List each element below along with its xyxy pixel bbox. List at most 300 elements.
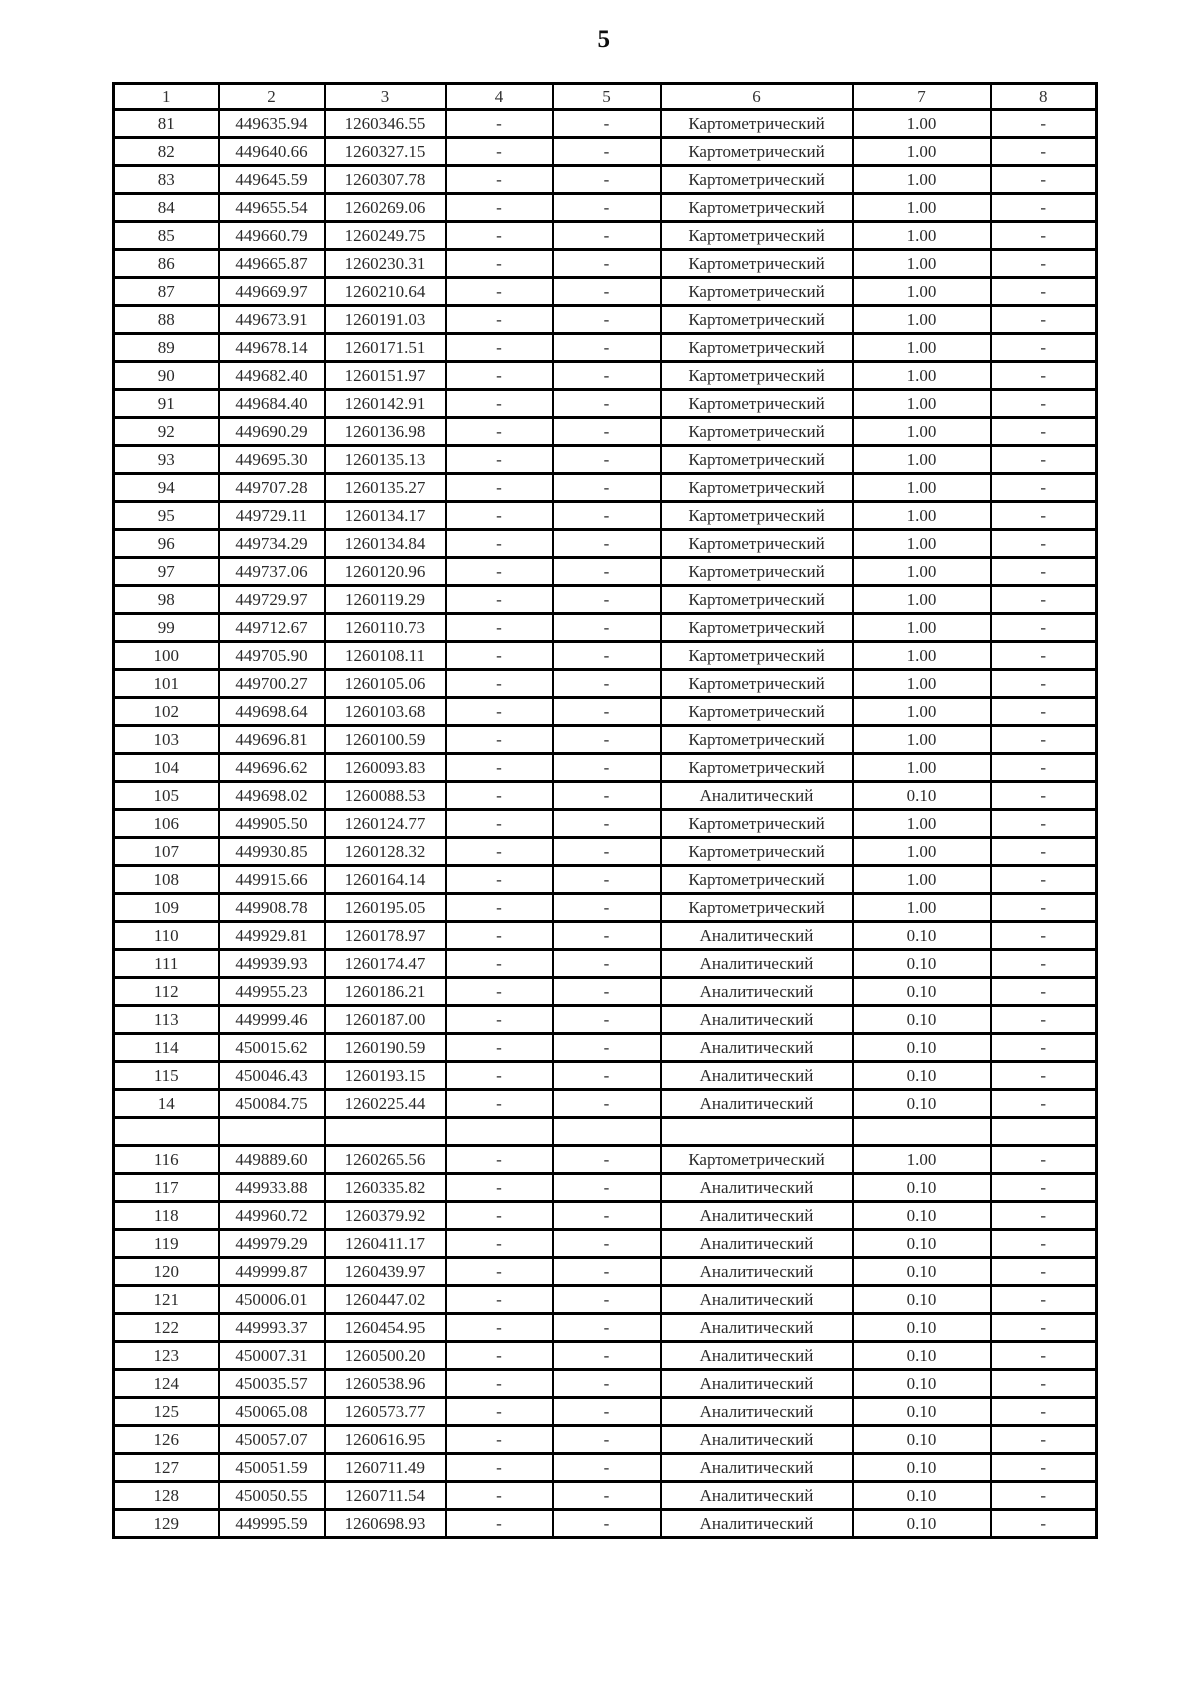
- table-cell: -: [991, 1342, 1097, 1370]
- table-row: [114, 1146, 1097, 1174]
- table-cell: 102: [114, 698, 219, 726]
- table-cell: 106: [114, 810, 219, 838]
- table-cell: 1260249.75: [325, 222, 446, 250]
- table-cell: Аналитический: [661, 1482, 853, 1510]
- table-cell: 0.10: [853, 1006, 991, 1034]
- table-cell: 1.00: [853, 670, 991, 698]
- table-cell: 449737.06: [219, 558, 325, 586]
- table-cell: -: [991, 894, 1097, 922]
- table-cell: 1.00: [853, 334, 991, 362]
- table-cell: 1260136.98: [325, 418, 446, 446]
- table-cell: [325, 1118, 446, 1146]
- table-cell: -: [553, 1370, 661, 1398]
- table-cell: -: [446, 950, 553, 978]
- table-cell: 1260269.06: [325, 194, 446, 222]
- table-cell: -: [553, 698, 661, 726]
- table-cell: -: [553, 838, 661, 866]
- table-cell: -: [446, 110, 553, 138]
- table-row: [114, 1034, 1097, 1062]
- table-cell: -: [991, 782, 1097, 810]
- table-cell: -: [553, 1202, 661, 1230]
- column-header: 6: [661, 84, 853, 110]
- table-cell: -: [446, 894, 553, 922]
- table-row: [114, 334, 1097, 362]
- table-cell: 1.00: [853, 278, 991, 306]
- table-cell: -: [991, 698, 1097, 726]
- table-row: [114, 1090, 1097, 1118]
- table-cell: -: [991, 978, 1097, 1006]
- table-cell: 1.00: [853, 1146, 991, 1174]
- table-cell: 449698.02: [219, 782, 325, 810]
- table-cell: -: [991, 222, 1097, 250]
- table-cell: -: [991, 1286, 1097, 1314]
- table-cell: -: [553, 334, 661, 362]
- table-cell: Картометрический: [661, 810, 853, 838]
- table-cell: -: [446, 446, 553, 474]
- table-cell: -: [553, 978, 661, 1006]
- table-cell: 1260698.93: [325, 1510, 446, 1538]
- table-cell: 1260307.78: [325, 166, 446, 194]
- table-cell: Картометрический: [661, 194, 853, 222]
- table-cell: 1260124.77: [325, 810, 446, 838]
- table-cell: -: [991, 726, 1097, 754]
- table-cell: Аналитический: [661, 1314, 853, 1342]
- table-cell: -: [991, 1370, 1097, 1398]
- table-row: [114, 586, 1097, 614]
- table-cell: -: [446, 418, 553, 446]
- table-cell: 1260327.15: [325, 138, 446, 166]
- table-cell: -: [553, 278, 661, 306]
- table-cell: -: [553, 1342, 661, 1370]
- table-cell: 1260191.03: [325, 306, 446, 334]
- table-cell: -: [553, 1230, 661, 1258]
- table-cell: Картометрический: [661, 250, 853, 278]
- table-cell: 1260135.27: [325, 474, 446, 502]
- table-cell: 449993.37: [219, 1314, 325, 1342]
- table-cell: 112: [114, 978, 219, 1006]
- table-cell: -: [991, 1006, 1097, 1034]
- table-row: [114, 1482, 1097, 1510]
- table-cell: 449696.81: [219, 726, 325, 754]
- table-cell: -: [553, 642, 661, 670]
- table-cell: [853, 1118, 991, 1146]
- table-cell: 1260447.02: [325, 1286, 446, 1314]
- table-cell: 1.00: [853, 810, 991, 838]
- table-cell: 450006.01: [219, 1286, 325, 1314]
- table-cell: -: [446, 1426, 553, 1454]
- table-cell: 449939.93: [219, 950, 325, 978]
- table-cell: 101: [114, 670, 219, 698]
- table-cell: -: [553, 1174, 661, 1202]
- table-cell: 449684.40: [219, 390, 325, 418]
- table-cell: -: [446, 334, 553, 362]
- table-cell: 0.10: [853, 1370, 991, 1398]
- table-row: [114, 1230, 1097, 1258]
- table-cell: 1260128.32: [325, 838, 446, 866]
- table-cell: 0.10: [853, 1510, 991, 1538]
- table-cell: Картометрический: [661, 110, 853, 138]
- table-cell: 82: [114, 138, 219, 166]
- table-cell: [446, 1118, 553, 1146]
- table-cell: Аналитический: [661, 1286, 853, 1314]
- table-cell: -: [991, 138, 1097, 166]
- table-row: [114, 110, 1097, 138]
- table-cell: -: [446, 306, 553, 334]
- table-cell: 1260230.31: [325, 250, 446, 278]
- table-row: [114, 838, 1097, 866]
- table-cell: -: [446, 1370, 553, 1398]
- table-cell: Картометрический: [661, 642, 853, 670]
- table-cell: -: [553, 1146, 661, 1174]
- table-cell: 0.10: [853, 1258, 991, 1286]
- table-cell: 0.10: [853, 1482, 991, 1510]
- table-cell: 0.10: [853, 1034, 991, 1062]
- table-cell: 110: [114, 922, 219, 950]
- table-cell: -: [991, 1482, 1097, 1510]
- table-cell: Картометрический: [661, 838, 853, 866]
- table-cell: Картометрический: [661, 166, 853, 194]
- table-cell: -: [991, 166, 1097, 194]
- table-cell: 122: [114, 1314, 219, 1342]
- table-cell: -: [991, 1398, 1097, 1426]
- table-cell: -: [446, 1202, 553, 1230]
- table-cell: 0.10: [853, 1398, 991, 1426]
- table-cell: -: [991, 390, 1097, 418]
- table-cell: 1.00: [853, 502, 991, 530]
- table-cell: 1260142.91: [325, 390, 446, 418]
- table-cell: 107: [114, 838, 219, 866]
- coordinates-table: [112, 82, 1098, 1539]
- table-cell: 450015.62: [219, 1034, 325, 1062]
- table-cell: [991, 1118, 1097, 1146]
- table-cell: -: [446, 754, 553, 782]
- table-cell: 113: [114, 1006, 219, 1034]
- table-row: [114, 698, 1097, 726]
- table-cell: 94: [114, 474, 219, 502]
- table-row: [114, 1398, 1097, 1426]
- table-cell: 1.00: [853, 418, 991, 446]
- table-cell: Картометрический: [661, 558, 853, 586]
- table-cell: -: [991, 1454, 1097, 1482]
- table-row: [114, 1314, 1097, 1342]
- table-row: [114, 670, 1097, 698]
- table-cell: 14: [114, 1090, 219, 1118]
- table-cell: [114, 1118, 219, 1146]
- table-cell: -: [446, 194, 553, 222]
- table-cell: 0.10: [853, 782, 991, 810]
- table-cell: -: [446, 1286, 553, 1314]
- table-cell: 449905.50: [219, 810, 325, 838]
- table-row: [114, 390, 1097, 418]
- table-cell: -: [991, 614, 1097, 642]
- table-cell: 1.00: [853, 138, 991, 166]
- table-cell: -: [553, 782, 661, 810]
- table-cell: Картометрический: [661, 418, 853, 446]
- table-cell: -: [446, 1258, 553, 1286]
- table-cell: -: [446, 1482, 553, 1510]
- table-cell: Картометрический: [661, 362, 853, 390]
- table-cell: -: [991, 586, 1097, 614]
- table-cell: -: [553, 1314, 661, 1342]
- table-cell: 95: [114, 502, 219, 530]
- table-cell: 0.10: [853, 1426, 991, 1454]
- table-cell: 449696.62: [219, 754, 325, 782]
- table-cell: 1.00: [853, 558, 991, 586]
- table-cell: -: [991, 950, 1097, 978]
- table-cell: -: [446, 642, 553, 670]
- table-cell: 449915.66: [219, 866, 325, 894]
- table-cell: -: [446, 362, 553, 390]
- table-cell: -: [553, 166, 661, 194]
- table-cell: 1260134.17: [325, 502, 446, 530]
- table-cell: 1.00: [853, 754, 991, 782]
- table-cell: Картометрический: [661, 474, 853, 502]
- table-cell: -: [446, 1454, 553, 1482]
- table-cell: -: [553, 754, 661, 782]
- table-cell: 1.00: [853, 250, 991, 278]
- table-cell: 450035.57: [219, 1370, 325, 1398]
- table-cell: 1260711.49: [325, 1454, 446, 1482]
- table-cell: 109: [114, 894, 219, 922]
- table-cell: 1.00: [853, 530, 991, 558]
- table-cell: -: [991, 1034, 1097, 1062]
- table-cell: Аналитический: [661, 1174, 853, 1202]
- table-cell: Аналитический: [661, 1062, 853, 1090]
- table-cell: Аналитический: [661, 782, 853, 810]
- table-cell: 1260135.13: [325, 446, 446, 474]
- table-row: [114, 278, 1097, 306]
- table-cell: 1260190.59: [325, 1034, 446, 1062]
- table-cell: -: [553, 110, 661, 138]
- table-cell: Картометрический: [661, 698, 853, 726]
- table-row: [114, 726, 1097, 754]
- table-cell: -: [991, 250, 1097, 278]
- table-cell: -: [446, 698, 553, 726]
- table-cell: 87: [114, 278, 219, 306]
- table-cell: -: [553, 250, 661, 278]
- table-cell: [219, 1118, 325, 1146]
- table-cell: Аналитический: [661, 1342, 853, 1370]
- table-cell: -: [553, 894, 661, 922]
- table-cell: -: [991, 642, 1097, 670]
- table-cell: 1260134.84: [325, 530, 446, 558]
- table-cell: -: [991, 1174, 1097, 1202]
- table-cell: -: [991, 1314, 1097, 1342]
- table-cell: 450007.31: [219, 1342, 325, 1370]
- table-cell: 449700.27: [219, 670, 325, 698]
- table-cell: 449665.87: [219, 250, 325, 278]
- table-cell: Аналитический: [661, 1034, 853, 1062]
- table-cell: -: [553, 306, 661, 334]
- table-cell: [661, 1118, 853, 1146]
- table-cell: 96: [114, 530, 219, 558]
- table-cell: 0.10: [853, 1230, 991, 1258]
- table-cell: 103: [114, 726, 219, 754]
- table-cell: -: [553, 1426, 661, 1454]
- table-cell: -: [553, 1482, 661, 1510]
- table-cell: 1260265.56: [325, 1146, 446, 1174]
- table-row: [114, 446, 1097, 474]
- table-cell: 449955.23: [219, 978, 325, 1006]
- table-cell: -: [991, 306, 1097, 334]
- table-cell: 0.10: [853, 1286, 991, 1314]
- table-cell: 0.10: [853, 1314, 991, 1342]
- table-cell: 0.10: [853, 1062, 991, 1090]
- table-cell: -: [991, 474, 1097, 502]
- table-cell: 0.10: [853, 1202, 991, 1230]
- table-cell: -: [446, 530, 553, 558]
- table-cell: 450057.07: [219, 1426, 325, 1454]
- table-cell: 449734.29: [219, 530, 325, 558]
- table-cell: 1260093.83: [325, 754, 446, 782]
- table-cell: -: [446, 250, 553, 278]
- table-cell: 449908.78: [219, 894, 325, 922]
- table-cell: 1260178.97: [325, 922, 446, 950]
- table-body: [114, 110, 1097, 1538]
- table-row: [114, 1258, 1097, 1286]
- table-cell: Картометрический: [661, 502, 853, 530]
- table-cell: -: [446, 558, 553, 586]
- table-cell: -: [991, 810, 1097, 838]
- table-cell: 97: [114, 558, 219, 586]
- table-cell: 116: [114, 1146, 219, 1174]
- table-cell: -: [553, 418, 661, 446]
- table-cell: -: [553, 194, 661, 222]
- table-cell: 125: [114, 1398, 219, 1426]
- table-cell: 449678.14: [219, 334, 325, 362]
- table-cell: 0.10: [853, 950, 991, 978]
- table-cell: 1260110.73: [325, 614, 446, 642]
- table-cell: -: [446, 222, 553, 250]
- table-cell: Аналитический: [661, 978, 853, 1006]
- table-cell: Картометрический: [661, 530, 853, 558]
- table-cell: 1.00: [853, 698, 991, 726]
- table-cell: -: [553, 138, 661, 166]
- table-cell: 1260538.96: [325, 1370, 446, 1398]
- table-cell: 449929.81: [219, 922, 325, 950]
- table-cell: 449930.85: [219, 838, 325, 866]
- table-cell: -: [553, 530, 661, 558]
- table-cell: Аналитический: [661, 1370, 853, 1398]
- table-cell: -: [991, 110, 1097, 138]
- table-cell: -: [553, 810, 661, 838]
- table-cell: 450051.59: [219, 1454, 325, 1482]
- table-cell: Картометрический: [661, 726, 853, 754]
- table-cell: 1260164.14: [325, 866, 446, 894]
- table-cell: 1260186.21: [325, 978, 446, 1006]
- table-cell: 84: [114, 194, 219, 222]
- table-cell: -: [446, 670, 553, 698]
- table-cell: Картометрический: [661, 278, 853, 306]
- table-cell: 1260379.92: [325, 1202, 446, 1230]
- table-cell: Картометрический: [661, 670, 853, 698]
- table-cell: -: [446, 1062, 553, 1090]
- table-cell: -: [446, 1146, 553, 1174]
- table-cell: Аналитический: [661, 950, 853, 978]
- table-cell: Картометрический: [661, 586, 853, 614]
- table-cell: -: [553, 866, 661, 894]
- table-cell: -: [991, 1258, 1097, 1286]
- table-row: [114, 362, 1097, 390]
- table-cell: -: [991, 194, 1097, 222]
- table-row: [114, 1006, 1097, 1034]
- table-cell: 449729.97: [219, 586, 325, 614]
- table-row: [114, 558, 1097, 586]
- table-cell: 1260171.51: [325, 334, 446, 362]
- table-cell: 104: [114, 754, 219, 782]
- table-cell: 0.10: [853, 1090, 991, 1118]
- table-cell: 108: [114, 866, 219, 894]
- table-cell: 449698.64: [219, 698, 325, 726]
- table-cell: 1260439.97: [325, 1258, 446, 1286]
- table-cell: -: [553, 1454, 661, 1482]
- table-cell: -: [446, 1342, 553, 1370]
- table-cell: Картометрический: [661, 306, 853, 334]
- table-cell: -: [991, 1062, 1097, 1090]
- table-cell: 1260088.53: [325, 782, 446, 810]
- table-cell: 1.00: [853, 362, 991, 390]
- table-cell: 449889.60: [219, 1146, 325, 1174]
- table-cell: -: [446, 978, 553, 1006]
- table-cell: -: [991, 1202, 1097, 1230]
- table-cell: -: [446, 1510, 553, 1538]
- table-cell: -: [446, 922, 553, 950]
- table-cell: 129: [114, 1510, 219, 1538]
- column-header: 5: [553, 84, 661, 110]
- table-cell: 118: [114, 1202, 219, 1230]
- table-cell: 91: [114, 390, 219, 418]
- table-cell: -: [553, 1510, 661, 1538]
- table-cell: 450050.55: [219, 1482, 325, 1510]
- table-row: [114, 502, 1097, 530]
- table-cell: -: [553, 1006, 661, 1034]
- table-cell: Картометрический: [661, 866, 853, 894]
- table-cell: 1260108.11: [325, 642, 446, 670]
- table-cell: -: [446, 782, 553, 810]
- table-cell: -: [446, 1398, 553, 1426]
- table-cell: -: [991, 502, 1097, 530]
- table-cell: 449999.87: [219, 1258, 325, 1286]
- table-cell: -: [446, 838, 553, 866]
- table-row: [114, 614, 1097, 642]
- table-cell: 0.10: [853, 978, 991, 1006]
- table-cell: Аналитический: [661, 922, 853, 950]
- table-cell: -: [553, 1258, 661, 1286]
- table-cell: 1260195.05: [325, 894, 446, 922]
- table-cell: 128: [114, 1482, 219, 1510]
- table-cell: 1260103.68: [325, 698, 446, 726]
- column-header: 3: [325, 84, 446, 110]
- column-header: 2: [219, 84, 325, 110]
- table-cell: -: [446, 1230, 553, 1258]
- table-cell: Аналитический: [661, 1454, 853, 1482]
- table-cell: 1260151.97: [325, 362, 446, 390]
- table-cell: Аналитический: [661, 1230, 853, 1258]
- table-cell: 81: [114, 110, 219, 138]
- table-cell: -: [991, 754, 1097, 782]
- table-row: [114, 1286, 1097, 1314]
- table-cell: -: [553, 1398, 661, 1426]
- table-cell: -: [991, 1230, 1097, 1258]
- table-row: [114, 866, 1097, 894]
- table-cell: 1.00: [853, 390, 991, 418]
- table-cell: -: [991, 866, 1097, 894]
- table-row: [114, 1174, 1097, 1202]
- table-cell: 1260174.47: [325, 950, 446, 978]
- table-row: [114, 894, 1097, 922]
- table-cell: Аналитический: [661, 1006, 853, 1034]
- table-cell: -: [991, 278, 1097, 306]
